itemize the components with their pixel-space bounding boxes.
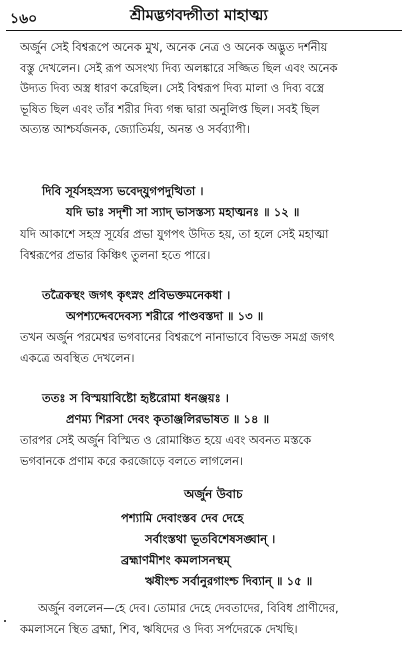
page-header	[0, 0, 407, 30]
paragraph-line: অর্জুন বললেন—হে দেব। তোমার দেহে দেবতাদের, বিবিধ প্রাণীদের,	[38, 601, 339, 615]
verse-line: ততঃ স বিস্ময়াবিষ্টো হৃষ্টরোমা ধনঞ্জয়ঃ ।	[42, 391, 229, 405]
verse-line: সর্বাংস্তথা ভূতবিশেষসঙ্ঘান্ ।	[145, 532, 276, 546]
paragraph-line: ভূষিত ছিল এবং তাঁর শরীর দিব্য গন্ধ দ্বারা অনুলিপ্ত ছিল। সবই ছিল	[20, 101, 320, 116]
paragraph-3	[20, 327, 392, 368]
verse-line: যদি ভাঃ সদৃশী সা স্যাদ্ ভাসস্তস্য মহাত্মনঃ ॥ ১২ ॥	[66, 205, 300, 219]
verse-line: তত্রৈকস্থং জগৎ কৃৎস্নং প্রবিভক্তমনেকধা ।	[42, 288, 231, 302]
paragraph-line: তারপর সেই অর্জুন বিস্মিত ও রোমাঞ্চিত হয়ে এবং অবনত মস্তকে	[20, 433, 312, 447]
speaker-heading: অর্জুন উবাচ	[184, 487, 243, 501]
paragraph-5	[20, 598, 392, 639]
paragraph-line: বস্তু দেখলেন। সেই রূপ অসংখ্য দিব্য অলঙ্কারে সজ্জিত ছিল এবং অনেক	[20, 60, 338, 75]
paragraph-line: অর্জুন সেই বিশ্বরূপে অনেক মুখ, অনেক নেত্র ও অনেক অদ্ভুত দর্শনীয়	[20, 40, 328, 54]
paragraph-2	[20, 224, 392, 265]
verse-12	[42, 181, 299, 223]
paragraph-line: উদ্যত দিব্য অস্ত্র ধারণ করেছিল। সেই বিশ্বরূপ দিব্য মালা ও দিব্য বস্ত্রে	[20, 81, 325, 95]
verse-line: ঋষীংশ্চ সর্বানুরগাংশ্চ দিব্যান্ ॥ ১৫ ॥	[145, 574, 313, 588]
paragraph-line: যদি আকাশে সহস্র সূর্যের প্রভা যুগপৎ উদিত হয়, তা হলে সেই মহাত্মা	[20, 227, 329, 241]
verse-line: প্রণম্য শিরসা দেবং কৃতাঞ্জলিরভাষত ॥ ১৪ ॥	[66, 412, 270, 426]
verse-13	[42, 285, 263, 327]
paragraph-line: কমলাসনে স্থিত ব্রহ্মা, শিব, ঋষিদের ও দিব্য সর্পদেরকে দেখছি।	[20, 621, 298, 636]
paragraph-1	[20, 37, 392, 140]
paragraph-line: ভগবানকে প্রণাম করে করজোড়ে বলতে লাগলেন।	[20, 453, 244, 468]
paragraph-line: একত্রে অবস্থিত দেখলেন।	[20, 350, 135, 365]
verse-line: পশ্যামি দেবাংস্তব দেব দেহে	[121, 511, 244, 525]
paragraph-4	[20, 430, 392, 471]
running-title: শ্রীমদ্ভগবদ্গীতা মাহাত্ম্য	[130, 6, 268, 24]
verse-line: অপশ্যদ্দেবদেবস্য শরীরে পাণ্ডবস্তদা ॥ ১৩ ॥	[66, 309, 264, 323]
header-divider	[6, 30, 402, 31]
verse-line: দিবি সূর্যসহস্রস্য ভবেদ্‌যুগপদুত্থিতা ।	[42, 184, 204, 198]
paragraph-line: তখন অর্জুন পরমেশ্বর ভগবানের বিশ্বরূপে নানাভাবে বিভক্ত সমগ্র জগৎ	[20, 330, 335, 344]
verse-15	[0, 508, 407, 592]
verse-14	[42, 388, 269, 430]
print-speck	[4, 620, 6, 622]
page-number: ১৬০	[10, 11, 38, 27]
paragraph-line: অত্যন্ত আশ্চর্যজনক, জ্যোতির্ময়, অনন্ত ও সর্বব্যাপী।	[20, 122, 250, 136]
verse-line: ব্রহ্মাণমীশং কমলাসনস্থম্	[121, 553, 230, 567]
paragraph-line: বিশ্বরূপের প্রভার কিঞ্চিৎ তুলনা হতে পারে।	[20, 247, 211, 262]
